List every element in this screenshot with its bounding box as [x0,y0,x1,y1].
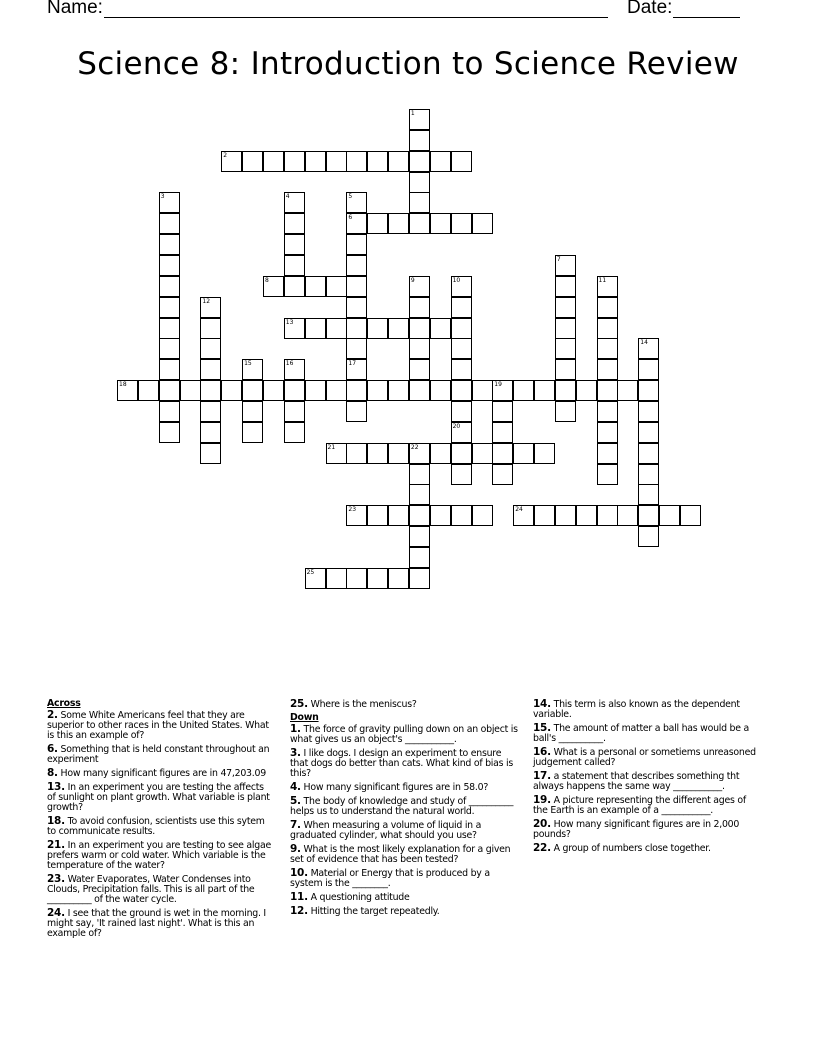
grid-cell[interactable] [430,318,451,339]
across-clue [47,768,275,779]
clue-number: 24. [47,907,65,919]
grid-cell[interactable] [159,401,180,422]
grid-cell[interactable] [346,151,367,172]
grid-cell[interactable] [367,380,388,401]
grid-cell[interactable] [492,380,513,401]
clue-text: The force of gravity pulling down on an object is what gives us an object's ___________. [290,724,518,745]
grid-number: 18 [119,381,127,389]
across-clue [47,840,275,871]
grid-cell[interactable] [555,380,576,401]
grid-cell[interactable] [284,192,305,213]
grid-cell[interactable] [451,401,472,422]
grid-cell[interactable] [597,464,618,485]
grid-cell[interactable] [409,318,430,339]
grid-cell[interactable] [638,443,659,464]
clue-number: 10. [290,867,308,879]
grid-cell[interactable] [430,151,451,172]
grid-number: 22 [410,443,419,451]
clue-text: Hitting the target repeatedly. [310,906,440,917]
grid-cell[interactable] [451,443,472,464]
grid-cell[interactable] [159,255,180,276]
grid-cell[interactable] [159,318,180,339]
grid-cell[interactable] [638,464,659,485]
grid-cell[interactable] [242,422,263,443]
grid-number: 7 [556,256,561,263]
grid-number: 10 [452,276,461,284]
grid-cell[interactable] [451,297,472,318]
clue-text: In an experiment you are testing the affects of sunlight on plant growth. What variable is plant growth? [47,782,270,813]
grid-cell[interactable] [472,443,493,464]
grid-cell[interactable] [305,380,326,401]
grid-cell[interactable] [284,255,305,276]
down-clue [290,796,518,817]
grid-cell[interactable] [159,338,180,359]
grid-cell[interactable] [555,505,576,526]
grid-cell[interactable] [472,380,493,401]
grid-cell[interactable] [284,234,305,255]
grid-cell[interactable] [451,505,472,526]
grid-cell[interactable] [638,380,659,401]
grid-cell[interactable] [326,276,347,297]
grid-cell[interactable] [534,505,555,526]
grid-cell[interactable] [472,213,493,234]
clue-text: The body of knowledge and study of __________ helps us to understand the natural world. [290,796,514,817]
grid-cell[interactable] [388,318,409,339]
grid-number: 24 [515,506,523,514]
grid-cell[interactable] [346,318,367,339]
grid-cell[interactable] [367,443,388,464]
clue-text: Some White Americans feel that they are superior to other races in the United States. What is this an example of? [47,710,269,741]
grid-number: 3 [160,193,165,201]
clue-number: 25. [290,698,308,710]
clue-number: 5. [290,795,301,807]
grid-cell[interactable] [200,401,221,422]
grid-cell[interactable] [284,213,305,234]
grid-cell[interactable] [555,338,576,359]
grid-cell[interactable] [326,380,347,401]
grid-cell[interactable] [200,359,221,380]
clue-text: This term is also known as the dependent variable. [533,699,740,720]
grid-number: 9 [410,276,415,284]
clue-number: 18. [47,815,65,827]
grid-cell[interactable] [388,380,409,401]
down-clue [290,892,518,903]
grid-cell[interactable] [242,359,263,380]
grid-cell[interactable] [284,359,305,380]
grid-cell[interactable] [409,130,430,151]
grid-cell[interactable] [346,255,367,276]
clue-number: 2. [47,709,58,721]
across-clue [47,816,275,837]
grid-number: 15 [244,360,252,368]
clues-column-3 [533,699,763,857]
clue-number: 15. [533,722,551,734]
grid-number: 20 [452,422,461,430]
grid-cell[interactable] [159,422,180,443]
grid-cell[interactable] [409,359,430,380]
grid-cell[interactable] [242,380,263,401]
grid-cell[interactable] [430,213,451,234]
grid-cell[interactable] [409,192,430,213]
grid-number: 4 [285,193,290,201]
grid-cell[interactable] [659,505,680,526]
grid-cell[interactable] [597,359,618,380]
grid-cell[interactable] [472,505,493,526]
grid-number: 2 [223,151,228,159]
grid-cell[interactable] [159,276,180,297]
grid-cell[interactable] [451,359,472,380]
down-clue [533,747,763,768]
across-heading: Across [47,698,81,709]
grid-cell[interactable] [430,443,451,464]
clue-text: a statement that describes something tht always happens the same way ___________. [533,771,740,792]
clue-number: 12. [290,905,308,917]
grid-cell[interactable] [409,443,430,464]
down-clue [290,906,518,917]
grid-cell[interactable] [597,443,618,464]
grid-cell[interactable] [597,380,618,401]
grid-number: 6 [348,214,353,222]
grid-cell[interactable] [346,234,367,255]
grid-cell[interactable] [409,172,430,193]
grid-cell[interactable] [346,505,367,526]
grid-cell[interactable] [346,380,367,401]
grid-cell[interactable] [451,338,472,359]
grid-cell[interactable] [638,505,659,526]
clue-number: 16. [533,746,551,758]
grid-cell[interactable] [409,484,430,505]
grid-cell[interactable] [597,422,618,443]
grid-number: 13 [285,318,294,326]
clue-number: 14. [533,698,551,710]
clue-number: 7. [290,819,301,831]
grid-number: 23 [348,506,357,514]
grid-cell[interactable] [617,380,638,401]
grid-cell[interactable] [597,297,618,318]
grid-cell[interactable] [492,401,513,422]
grid-cell[interactable] [346,276,367,297]
grid-cell[interactable] [221,380,242,401]
grid-cell[interactable] [346,443,367,464]
clue-text: How many significant figures are in 47,203.09 [60,768,266,779]
down-clue [290,844,518,865]
grid-cell[interactable] [597,505,618,526]
grid-cell[interactable] [326,443,347,464]
clue-text: Material or Energy that is produced by a system is the ________. [290,868,490,889]
grid-cell[interactable] [242,401,263,422]
grid-cell[interactable] [159,192,180,213]
clue-text: To avoid confusion, scientists use this sytem to communicate results. [47,816,265,837]
grid-number: 5 [348,193,353,201]
grid-cell[interactable] [200,443,221,464]
grid-cell[interactable] [409,505,430,526]
grid-cell[interactable] [513,443,534,464]
clue-number: 4. [290,781,301,793]
grid-cell[interactable] [221,151,242,172]
grid-cell[interactable] [451,276,472,297]
across-clue [47,710,275,741]
grid-cell[interactable] [638,401,659,422]
grid-cell[interactable] [346,359,367,380]
clue-number: 19. [533,794,551,806]
across-clue [47,908,275,939]
clue-number: 8. [47,767,58,779]
grid-cell[interactable] [159,380,180,401]
grid-number: 16 [285,360,294,368]
grid-cell[interactable] [180,380,201,401]
clue-number: 3. [290,747,301,759]
clues-column-1 [47,699,275,942]
grid-cell[interactable] [284,401,305,422]
grid-cell[interactable] [555,276,576,297]
clue-text: Where is the meniscus? [310,699,417,710]
grid-cell[interactable] [388,213,409,234]
grid-cell[interactable] [638,526,659,547]
grid-number: 19 [494,381,502,389]
grid-cell[interactable] [200,422,221,443]
grid-cell[interactable] [451,464,472,485]
grid-cell[interactable] [284,276,305,297]
name-label: Name: [47,0,103,18]
grid-cell[interactable] [159,297,180,318]
down-clue [290,724,518,745]
grid-cell[interactable] [409,380,430,401]
grid-cell[interactable] [388,443,409,464]
down-clue [290,748,518,779]
grid-cell[interactable] [200,318,221,339]
clue-text: What is a personal or sometiems unreasoned judgement called? [533,747,756,768]
clue-number: 23. [47,873,65,885]
grid-cell[interactable] [492,464,513,485]
clue-text: How many significant figures are in 2,000 pounds? [533,819,740,840]
clues-column-2 [290,699,518,920]
grid-cell[interactable] [409,568,430,589]
grid-cell[interactable] [305,151,326,172]
grid-cell[interactable] [305,318,326,339]
grid-cell[interactable] [555,255,576,276]
grid-cell[interactable] [159,359,180,380]
grid-cell[interactable] [409,338,430,359]
grid-cell[interactable] [367,505,388,526]
down-clue [290,868,518,889]
grid-cell[interactable] [263,151,284,172]
clue-number: 11. [290,891,308,903]
grid-cell[interactable] [346,213,367,234]
grid-cell[interactable] [409,297,430,318]
grid-cell[interactable] [638,422,659,443]
clue-number: 13. [47,781,65,793]
grid-cell[interactable] [388,505,409,526]
grid-cell[interactable] [367,213,388,234]
grid-cell[interactable] [200,338,221,359]
grid-cell[interactable] [367,151,388,172]
grid-cell[interactable] [513,380,534,401]
grid-cell[interactable] [617,505,638,526]
down-clue [290,782,518,793]
grid-cell[interactable] [492,443,513,464]
grid-cell[interactable] [242,151,263,172]
grid-cell[interactable] [555,359,576,380]
grid-number: 1 [410,110,415,117]
date-label: Date: [627,0,673,18]
grid-cell[interactable] [346,297,367,318]
down-heading: Down [290,712,319,723]
grid-cell[interactable] [597,401,618,422]
across-clue [47,782,275,813]
grid-cell[interactable] [534,443,555,464]
clue-text: I like dogs. I design an experiment to ensure that dogs do better than cats. What kind of bias is this? [290,748,514,779]
grid-cell[interactable] [597,276,618,297]
grid-cell[interactable] [326,568,347,589]
down-clue [533,843,763,854]
clue-number: 21. [47,839,65,851]
grid-cell[interactable] [638,359,659,380]
grid-cell[interactable] [346,568,367,589]
grid-cell[interactable] [638,484,659,505]
grid-cell[interactable] [409,464,430,485]
clue-number: 17. [533,770,551,782]
grid-cell[interactable] [284,380,305,401]
down-clue [533,819,763,840]
grid-cell[interactable] [597,318,618,339]
grid-cell[interactable] [576,380,597,401]
grid-cell[interactable] [451,318,472,339]
grid-cell[interactable] [680,505,701,526]
grid-cell[interactable] [534,380,555,401]
clue-text: How many significant figures are in 58.0? [303,782,489,793]
clue-number: 20. [533,818,551,830]
clue-text: Water Evaporates, Water Condenses into Clouds, Precipitation falls. This is all part of the __________ of the water cycle. [47,874,255,905]
down-clue [533,771,763,792]
grid-cell[interactable] [513,505,534,526]
grid-cell[interactable] [430,380,451,401]
grid-number: 25 [306,568,315,576]
grid-cell[interactable] [117,380,138,401]
grid-cell[interactable] [409,151,430,172]
down-clue [290,820,518,841]
clue-text: The amount of matter a ball has would be a ball's __________. [533,723,749,744]
grid-cell[interactable] [305,276,326,297]
across-clue [290,699,518,710]
grid-cell[interactable] [284,151,305,172]
grid-cell[interactable] [638,338,659,359]
grid-cell[interactable] [409,547,430,568]
grid-cell[interactable] [430,505,451,526]
clue-text: A picture representing the different ages of the Earth is an example of a ___________. [533,795,746,816]
grid-cell[interactable] [346,192,367,213]
grid-cell[interactable] [409,213,430,234]
clue-text: When measuring a volume of liquid in a graduated cylinder, what should you use? [290,820,482,841]
grid-number: 11 [598,276,607,284]
grid-cell[interactable] [305,568,326,589]
clue-number: 6. [47,743,58,755]
grid-cell[interactable] [555,318,576,339]
grid-cell[interactable] [346,401,367,422]
grid-cell[interactable] [367,318,388,339]
down-clue [533,699,763,720]
grid-cell[interactable] [284,422,305,443]
down-clue [533,723,763,744]
grid-cell[interactable] [284,318,305,339]
grid-cell[interactable] [409,526,430,547]
grid-cell[interactable] [555,297,576,318]
grid-cell[interactable] [263,276,284,297]
grid-number: 14 [640,339,648,347]
clue-text: A group of numbers close together. [553,843,711,854]
grid-cell[interactable] [159,234,180,255]
clue-number: 22. [533,842,551,854]
grid-cell[interactable] [138,380,159,401]
grid-cell[interactable] [451,213,472,234]
grid-cell[interactable] [159,213,180,234]
grid-cell[interactable] [451,151,472,172]
grid-cell[interactable] [451,380,472,401]
grid-cell[interactable] [409,109,430,130]
grid-cell[interactable] [409,276,430,297]
grid-cell[interactable] [367,568,388,589]
grid-cell[interactable] [346,338,367,359]
grid-cell[interactable] [263,380,284,401]
grid-number: 12 [202,297,211,305]
clue-number: 9. [290,843,301,855]
grid-number: 8 [265,276,269,284]
clue-text: In an experiment you are testing to see algae prefers warm or cold water. Which variable is the temperature of the water? [47,840,271,871]
grid-cell[interactable] [326,318,347,339]
grid-cell[interactable] [555,401,576,422]
grid-cell[interactable] [388,568,409,589]
across-clue [47,874,275,905]
grid-cell[interactable] [492,422,513,443]
grid-cell[interactable] [200,380,221,401]
grid-number: 17 [348,360,357,368]
across-clue [47,744,275,765]
clue-number: 1. [290,723,301,735]
grid-cell[interactable] [326,151,347,172]
clue-text: A questioning attitude [310,892,410,903]
clue-text: Something that is held constant throughout an experiment [47,744,270,765]
grid-number: 21 [327,443,336,451]
grid-cell[interactable] [451,422,472,443]
grid-cell[interactable] [576,505,597,526]
page-title: Science 8: Introduction to Science Review [77,46,739,82]
clue-text: What is the most likely explanation for a given set of evidence that has been tested? [290,844,511,865]
grid-cell[interactable] [200,297,221,318]
clue-text: I see that the ground is wet in the morning. I might say, 'It rained last night'. What is this an example of? [47,908,266,939]
down-clue [533,795,763,816]
grid-cell[interactable] [597,338,618,359]
grid-cell[interactable] [388,151,409,172]
